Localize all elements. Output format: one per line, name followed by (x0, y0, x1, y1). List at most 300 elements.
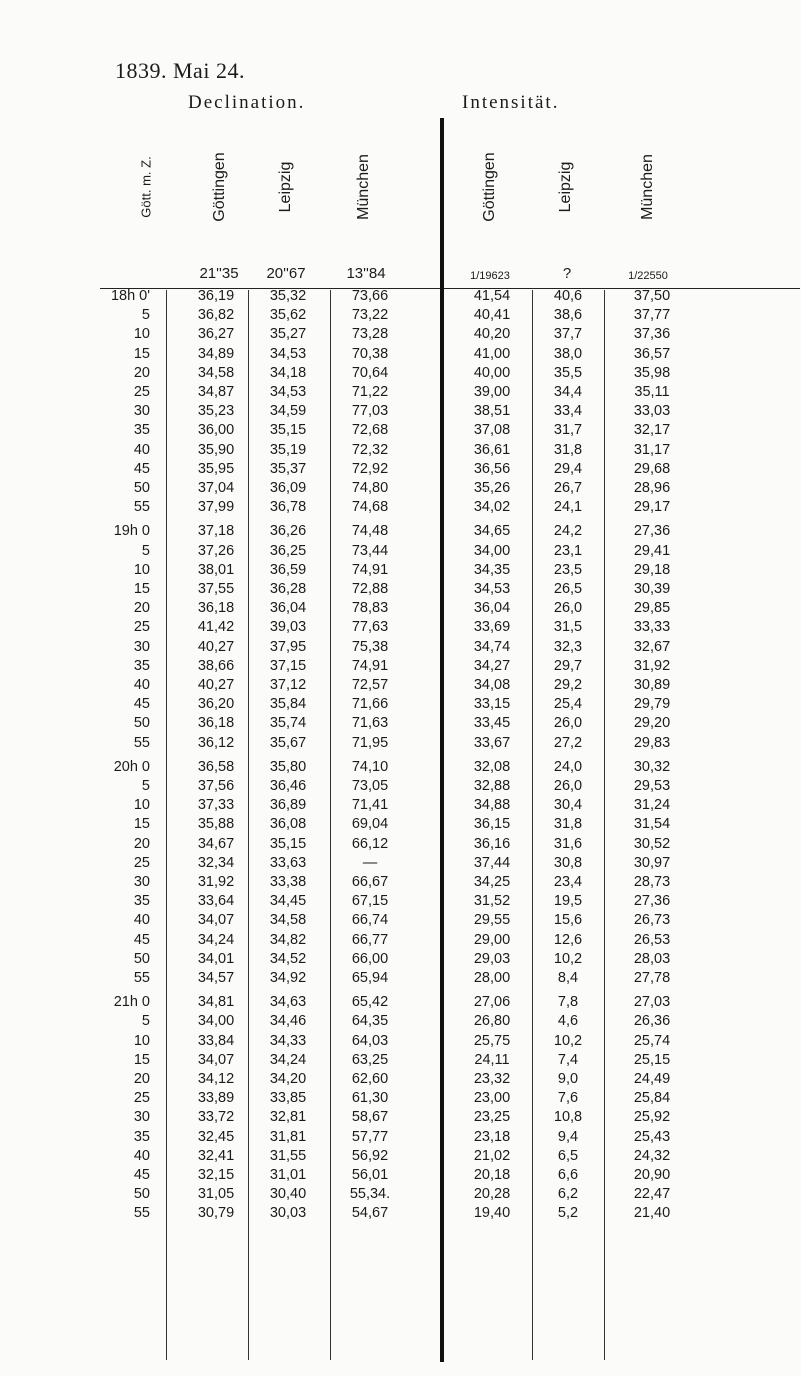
decl-goettingen-cell: 34,12 (197, 1071, 235, 1087)
decl-goettingen-cell: 32,34 (197, 854, 235, 871)
int-leipzig-cell: 31,6 (553, 835, 583, 852)
column-header-int-leipzig: Leipzig (557, 161, 574, 213)
int-goettingen-cell: 19,40 (473, 1205, 511, 1222)
decl-muenchen-cell: 73,66 (351, 288, 389, 304)
decl-goettingen-cell: 34,67 (197, 835, 235, 852)
int-muenchen-cell: 25,74 (633, 1032, 671, 1049)
decl-muenchen-cell: 71,41 (351, 797, 389, 814)
time-cell: 55 (133, 1205, 150, 1222)
int-leipzig-cell: 7,8 (557, 994, 579, 1011)
int-leipzig-cell: 24,0 (553, 758, 583, 775)
int-muenchen-cell: 37,77 (633, 307, 671, 324)
time-cell: 50 (133, 950, 150, 967)
decl-muenchen-cell: 66,12 (351, 835, 389, 852)
int-leipzig-cell: 38,6 (553, 307, 583, 324)
decl-goettingen-cell: 38,01 (197, 561, 235, 578)
int-muenchen-cell: 37,50 (633, 288, 671, 304)
int-leipzig-cell: 7,6 (557, 1090, 579, 1107)
int-leipzig-cell: 40,6 (553, 288, 583, 304)
decl-goettingen-cell: 37,99 (197, 499, 235, 516)
int-goettingen-cell: 34,00 (473, 542, 511, 559)
decl-goettingen-cell: 33,84 (197, 1032, 235, 1049)
section-divider (440, 118, 444, 1362)
decl-muenchen-cell: 74,80 (351, 480, 389, 496)
int-goettingen-cell: 23,25 (473, 1109, 511, 1126)
time-cell: 10 (133, 1032, 150, 1049)
decl-leipzig-cell: 36,08 (269, 816, 307, 833)
decl-leipzig-cell: 33,63 (269, 854, 307, 871)
time-cell: 5 (141, 307, 150, 324)
int-muenchen-cell: 35,98 (633, 364, 671, 381)
int-goettingen-cell: 36,61 (473, 441, 511, 458)
int-goettingen-cell: 37,08 (473, 422, 511, 439)
int-leipzig-cell: 26,0 (553, 778, 583, 794)
decl-muenchen-cell: 72,32 (351, 441, 389, 458)
decl-leipzig-cell: 34,53 (269, 345, 307, 362)
decl-leipzig-cell: 35,19 (269, 441, 307, 458)
decl-goettingen-cell: 40,27 (197, 677, 235, 693)
int-goettingen-cell: 36,16 (473, 835, 511, 852)
decl-leipzig-cell: 35,67 (269, 734, 307, 751)
int-goettingen-cell: 32,08 (473, 758, 511, 775)
decl-leipzig-cell: 34,45 (269, 893, 307, 910)
decl-muenchen-cell: 57,77 (351, 1128, 389, 1145)
decl-goettingen-cell: 37,04 (197, 480, 235, 496)
constant-int-goettingen: 1/19623 (470, 270, 510, 282)
decl-goettingen-cell: 35,95 (197, 460, 235, 477)
time-cell: 20h 0 (113, 758, 150, 775)
decl-leipzig-cell: 30,40 (269, 1186, 307, 1203)
decl-muenchen-cell: 73,22 (351, 307, 389, 324)
time-cell: 25 (133, 384, 150, 400)
column-header-time: Gött. m. Z. (138, 156, 154, 218)
int-leipzig-cell: 6,5 (557, 1147, 579, 1164)
int-muenchen-cell: 35,11 (634, 384, 670, 400)
int-leipzig-cell: 34,4 (553, 384, 583, 400)
decl-muenchen-cell: 78,83 (351, 600, 389, 617)
decl-muenchen-cell: — (362, 854, 378, 871)
time-cell: 40 (133, 912, 150, 929)
int-leipzig-cell: 10,8 (553, 1109, 583, 1126)
time-cell: 40 (133, 677, 150, 693)
decl-muenchen-cell: 72,92 (351, 460, 389, 477)
int-goettingen-cell: 29,03 (473, 950, 511, 967)
int-muenchen-cell: 24,32 (633, 1147, 671, 1164)
int-leipzig-cell: 5,2 (557, 1205, 579, 1222)
int-goettingen-cell: 20,28 (473, 1186, 511, 1203)
decl-goettingen-cell: 34,07 (197, 912, 235, 929)
int-goettingen-cell: 33,69 (473, 619, 511, 636)
int-leipzig-cell: 7,4 (557, 1051, 579, 1068)
int-muenchen-cell: 29,17 (633, 499, 671, 516)
decl-goettingen-cell: 37,33 (197, 797, 235, 814)
int-muenchen-cell: 27,78 (633, 970, 671, 986)
decl-muenchen-cell: 72,68 (351, 422, 389, 439)
int-muenchen-cell: 33,33 (633, 619, 671, 636)
decl-leipzig-cell: 37,15 (269, 657, 307, 674)
int-goettingen-cell: 36,04 (473, 600, 511, 617)
int-goettingen-cell: 28,00 (473, 970, 511, 986)
int-goettingen-cell: 31,52 (473, 893, 511, 910)
int-goettingen-cell: 34,74 (473, 638, 511, 655)
decl-muenchen-cell: 71,22 (351, 384, 389, 400)
int-muenchen-cell: 29,20 (633, 715, 671, 732)
column-header-decl-leipzig: Leipzig (277, 161, 294, 213)
int-muenchen-cell: 31,92 (633, 657, 671, 674)
int-goettingen-cell: 24,11 (474, 1051, 510, 1068)
time-cell: 20 (133, 600, 150, 617)
decl-leipzig-cell: 37,95 (269, 638, 307, 655)
time-cell: 55 (133, 734, 150, 751)
decl-goettingen-cell: 38,66 (197, 657, 235, 674)
time-cell: 40 (133, 441, 150, 458)
decl-goettingen-cell: 34,01 (197, 950, 235, 967)
time-cell: 25 (133, 619, 150, 636)
time-cell: 50 (133, 715, 150, 732)
time-cell: 25 (133, 854, 150, 871)
int-muenchen-cell: 29,41 (633, 542, 671, 559)
time-cell: 30 (133, 874, 150, 890)
decl-goettingen-cell: 33,64 (197, 893, 235, 910)
int-goettingen-cell: 29,00 (473, 931, 511, 948)
int-leipzig-cell: 38,0 (553, 345, 583, 362)
decl-goettingen-cell: 34,07 (197, 1051, 235, 1068)
decl-leipzig-cell: 31,01 (269, 1167, 307, 1183)
int-goettingen-cell: 40,41 (473, 307, 511, 324)
int-goettingen-cell: 37,44 (473, 854, 511, 871)
constant-decl-muenchen: 13''84 (346, 265, 386, 282)
int-muenchen-cell: 31,54 (633, 816, 671, 833)
decl-muenchen-cell: 56,92 (351, 1147, 389, 1164)
decl-muenchen-cell: 73,44 (351, 542, 389, 559)
int-goettingen-cell: 23,32 (473, 1071, 511, 1087)
int-leipzig-cell: 23,5 (553, 561, 583, 578)
decl-muenchen-cell: 69,04 (351, 816, 389, 833)
time-cell: 15 (133, 1051, 150, 1068)
decl-muenchen-cell: 66,77 (351, 931, 389, 948)
decl-muenchen-cell: 72,57 (351, 677, 389, 693)
int-goettingen-cell: 41,54 (473, 288, 511, 304)
int-goettingen-cell: 26,80 (473, 1013, 511, 1030)
decl-goettingen-cell: 36,82 (197, 307, 235, 324)
int-muenchen-cell: 29,18 (633, 561, 671, 578)
int-muenchen-cell: 29,53 (633, 778, 671, 794)
time-cell: 5 (141, 1013, 150, 1030)
decl-goettingen-cell: 41,42 (197, 619, 235, 636)
int-leipzig-cell: 31,5 (553, 619, 583, 636)
decl-muenchen-cell: 55,34. (349, 1186, 391, 1203)
int-leipzig-cell: 30,4 (553, 797, 583, 814)
int-goettingen-cell: 25,75 (473, 1032, 511, 1049)
int-muenchen-cell: 25,92 (633, 1109, 671, 1126)
decl-leipzig-cell: 34,63 (269, 994, 307, 1011)
decl-muenchen-cell: 66,67 (351, 874, 389, 890)
decl-muenchen-cell: 73,28 (351, 326, 389, 343)
decl-goettingen-cell: 34,24 (197, 931, 235, 948)
int-goettingen-cell: 20,18 (473, 1167, 511, 1183)
decl-leipzig-cell: 39,03 (269, 619, 307, 636)
time-cell: 10 (133, 326, 150, 343)
decl-leipzig-cell: 35,74 (269, 715, 307, 732)
int-leipzig-cell: 30,8 (553, 854, 583, 871)
decl-muenchen-cell: 63,25 (351, 1051, 389, 1068)
int-leipzig-cell: 27,2 (553, 734, 583, 751)
time-cell: 50 (133, 480, 150, 496)
decl-leipzig-cell: 33,38 (269, 874, 307, 890)
decl-leipzig-cell: 35,15 (269, 835, 307, 852)
decl-muenchen-cell: 54,67 (351, 1205, 389, 1222)
decl-goettingen-cell: 35,23 (197, 403, 235, 420)
time-cell: 55 (133, 499, 150, 516)
int-goettingen-cell: 34,35 (473, 561, 511, 578)
decl-muenchen-cell: 77,63 (351, 619, 389, 636)
int-muenchen-cell: 30,39 (633, 581, 671, 597)
int-muenchen-cell: 20,90 (633, 1167, 671, 1183)
int-leipzig-cell: 9,4 (557, 1128, 579, 1145)
decl-goettingen-cell: 36,00 (197, 422, 235, 439)
decl-muenchen-cell: 72,88 (351, 581, 389, 597)
decl-goettingen-cell: 36,58 (197, 758, 235, 775)
decl-leipzig-cell: 34,33 (269, 1032, 307, 1049)
intensity-title: Intensität. (462, 92, 560, 113)
decl-leipzig-cell: 34,58 (269, 912, 307, 929)
time-cell: 45 (133, 1167, 150, 1183)
int-muenchen-cell: 26,73 (633, 912, 671, 929)
int-goettingen-cell: 39,00 (473, 384, 511, 400)
int-leipzig-cell: 10,2 (553, 950, 583, 967)
int-muenchen-cell: 29,85 (633, 600, 671, 617)
int-muenchen-cell: 28,96 (633, 480, 671, 496)
decl-goettingen-cell: 32,15 (197, 1167, 235, 1183)
decl-goettingen-cell: 32,41 (197, 1147, 235, 1164)
decl-leipzig-cell: 37,12 (269, 677, 307, 693)
int-muenchen-cell: 29,79 (633, 696, 671, 713)
int-goettingen-cell: 40,00 (473, 364, 511, 381)
decl-leipzig-cell: 36,89 (269, 797, 307, 814)
int-muenchen-cell: 29,83 (633, 734, 671, 751)
int-leipzig-cell: 29,4 (553, 460, 583, 477)
decl-leipzig-cell: 35,37 (269, 460, 307, 477)
int-goettingen-cell: 41,00 (473, 345, 511, 362)
time-cell: 15 (133, 581, 150, 597)
int-muenchen-cell: 33,03 (633, 403, 671, 420)
int-goettingen-cell: 34,27 (473, 657, 511, 674)
decl-leipzig-cell: 34,82 (269, 931, 307, 948)
int-leipzig-cell: 24,2 (553, 523, 583, 540)
time-cell: 5 (141, 542, 150, 559)
int-muenchen-cell: 26,36 (633, 1013, 671, 1030)
int-goettingen-cell: 36,15 (473, 816, 511, 833)
decl-muenchen-cell: 71,95 (351, 734, 389, 751)
decl-goettingen-cell: 34,87 (197, 384, 235, 400)
decl-goettingen-cell: 31,05 (197, 1186, 235, 1203)
int-muenchen-cell: 37,36 (633, 326, 671, 343)
decl-leipzig-cell: 35,27 (269, 326, 307, 343)
time-cell: 35 (133, 657, 150, 674)
int-leipzig-cell: 24,1 (553, 499, 583, 516)
time-cell: 10 (133, 797, 150, 814)
int-muenchen-cell: 31,17 (633, 441, 671, 458)
decl-goettingen-cell: 34,58 (197, 364, 235, 381)
decl-muenchen-cell: 64,03 (351, 1032, 389, 1049)
int-muenchen-cell: 30,89 (633, 677, 671, 693)
decl-goettingen-cell: 37,18 (197, 523, 235, 540)
int-muenchen-cell: 25,84 (633, 1090, 671, 1107)
int-leipzig-cell: 32,3 (553, 638, 583, 655)
decl-leipzig-cell: 32,81 (269, 1109, 307, 1126)
time-cell: 35 (133, 1128, 150, 1145)
time-cell: 20 (133, 364, 150, 381)
int-muenchen-cell: 27,03 (633, 994, 671, 1011)
int-leipzig-cell: 31,8 (553, 441, 583, 458)
int-goettingen-cell: 33,67 (473, 734, 511, 751)
decl-muenchen-cell: 67,15 (351, 893, 389, 910)
int-leipzig-cell: 6,2 (557, 1186, 579, 1203)
decl-muenchen-cell: 74,48 (351, 523, 389, 540)
int-leipzig-cell: 12,6 (553, 931, 583, 948)
time-cell: 35 (133, 422, 150, 439)
int-muenchen-cell: 28,03 (633, 950, 671, 967)
int-muenchen-cell: 27,36 (633, 893, 671, 910)
time-cell: 30 (133, 403, 150, 420)
decl-muenchen-cell: 66,74 (351, 912, 389, 929)
int-goettingen-cell: 38,51 (473, 403, 511, 420)
time-cell: 30 (133, 638, 150, 655)
declination-title: Declination. (188, 92, 306, 113)
decl-muenchen-cell: 71,66 (351, 696, 389, 713)
column-header-decl-goettingen: Göttingen (211, 152, 228, 222)
int-muenchen-cell: 30,52 (633, 835, 671, 852)
int-goettingen-cell: 32,88 (473, 778, 511, 794)
int-leipzig-cell: 37,7 (553, 326, 583, 343)
int-muenchen-cell: 27,36 (633, 523, 671, 540)
time-cell: 50 (133, 1186, 150, 1203)
time-cell: 20 (133, 1071, 150, 1087)
int-goettingen-cell: 21,02 (473, 1147, 511, 1164)
time-cell: 45 (133, 460, 150, 477)
decl-muenchen-cell: 73,05 (351, 778, 389, 794)
int-muenchen-cell: 26,53 (633, 931, 671, 948)
time-cell: 15 (133, 345, 150, 362)
int-leipzig-cell: 31,7 (553, 422, 583, 439)
decl-muenchen-cell: 70,64 (351, 364, 389, 381)
decl-goettingen-cell: 32,45 (197, 1128, 235, 1145)
decl-leipzig-cell: 34,92 (269, 970, 307, 986)
int-goettingen-cell: 34,88 (473, 797, 511, 814)
column-rule-1 (166, 290, 167, 1360)
decl-goettingen-cell: 35,88 (197, 816, 235, 833)
decl-leipzig-cell: 36,25 (269, 542, 307, 559)
int-goettingen-cell: 34,65 (473, 523, 511, 540)
decl-leipzig-cell: 30,03 (269, 1205, 307, 1222)
time-cell: 40 (133, 1147, 150, 1164)
int-leipzig-cell: 8,4 (557, 970, 579, 986)
decl-muenchen-cell: 74,10 (351, 758, 389, 775)
int-leipzig-cell: 33,4 (553, 403, 583, 420)
decl-muenchen-cell: 66,00 (351, 950, 389, 967)
int-muenchen-cell: 21,40 (633, 1205, 671, 1222)
decl-muenchen-cell: 65,94 (351, 970, 389, 986)
decl-muenchen-cell: 56,01 (351, 1167, 389, 1183)
time-cell: 25 (133, 1090, 150, 1107)
int-goettingen-cell: 36,56 (473, 460, 511, 477)
time-cell: 45 (133, 931, 150, 948)
time-cell: 10 (133, 561, 150, 578)
time-cell: 45 (133, 696, 150, 713)
constant-decl-leipzig: 20''67 (266, 265, 306, 282)
decl-goettingen-cell: 36,20 (197, 696, 235, 713)
decl-muenchen-cell: 64,35 (351, 1013, 389, 1030)
decl-leipzig-cell: 36,78 (269, 499, 307, 516)
decl-goettingen-cell: 34,00 (197, 1013, 235, 1030)
decl-muenchen-cell: 58,67 (351, 1109, 389, 1126)
decl-leipzig-cell: 36,09 (269, 480, 307, 496)
decl-goettingen-cell: 30,79 (197, 1205, 235, 1222)
decl-muenchen-cell: 74,91 (351, 561, 389, 578)
int-goettingen-cell: 29,55 (473, 912, 511, 929)
decl-muenchen-cell: 77,03 (351, 403, 389, 420)
decl-goettingen-cell: 34,89 (197, 345, 235, 362)
int-leipzig-cell: 23,4 (553, 874, 583, 890)
constant-decl-goettingen: 21''35 (199, 265, 239, 282)
time-cell: 35 (133, 893, 150, 910)
decl-muenchen-cell: 74,91 (351, 657, 389, 674)
int-muenchen-cell: 25,43 (633, 1128, 671, 1145)
int-leipzig-cell: 26,7 (553, 480, 583, 496)
int-goettingen-cell: 34,08 (473, 677, 511, 693)
int-leipzig-cell: 25,4 (553, 696, 583, 713)
int-leipzig-cell: 23,1 (553, 542, 583, 559)
int-muenchen-cell: 32,17 (633, 422, 671, 439)
time-cell: 19h 0 (113, 523, 150, 540)
decl-leipzig-cell: 35,80 (269, 758, 307, 775)
decl-goettingen-cell: 31,92 (197, 874, 235, 890)
decl-muenchen-cell: 70,38 (351, 345, 389, 362)
page-date: 1839. Mai 24. (115, 58, 245, 83)
int-muenchen-cell: 24,49 (633, 1071, 671, 1087)
int-leipzig-cell: 26,5 (553, 581, 583, 597)
decl-goettingen-cell: 36,18 (197, 715, 235, 732)
int-leipzig-cell: 26,0 (553, 715, 583, 732)
decl-goettingen-cell: 34,81 (197, 994, 235, 1011)
int-goettingen-cell: 34,02 (473, 499, 511, 516)
decl-goettingen-cell: 37,56 (197, 778, 235, 794)
decl-leipzig-cell: 36,59 (269, 561, 307, 578)
constant-int-leipzig: ? (562, 265, 572, 282)
decl-leipzig-cell: 35,15 (269, 422, 307, 439)
int-leipzig-cell: 9,0 (557, 1071, 579, 1087)
int-muenchen-cell: 25,15 (633, 1051, 671, 1068)
int-goettingen-cell: 34,53 (473, 581, 511, 597)
time-cell: 5 (141, 778, 150, 794)
decl-leipzig-cell: 34,24 (269, 1051, 307, 1068)
int-leipzig-cell: 35,5 (553, 364, 583, 381)
int-muenchen-cell: 36,57 (633, 345, 671, 362)
decl-leipzig-cell: 34,52 (269, 950, 307, 967)
int-leipzig-cell: 4,6 (557, 1013, 579, 1030)
constant-int-muenchen: 1/22550 (628, 270, 668, 282)
int-leipzig-cell: 26,0 (553, 600, 583, 617)
time-cell: 30 (133, 1109, 150, 1126)
int-muenchen-cell: 30,32 (633, 758, 671, 775)
decl-muenchen-cell: 74,68 (351, 499, 389, 516)
decl-leipzig-cell: 35,62 (269, 307, 307, 324)
column-header-int-goettingen: Göttingen (481, 152, 498, 222)
decl-leipzig-cell: 34,20 (269, 1071, 307, 1087)
column-header-decl-muenchen: München (355, 154, 372, 220)
decl-leipzig-cell: 31,81 (269, 1128, 307, 1145)
column-header-int-muenchen: München (639, 154, 656, 220)
